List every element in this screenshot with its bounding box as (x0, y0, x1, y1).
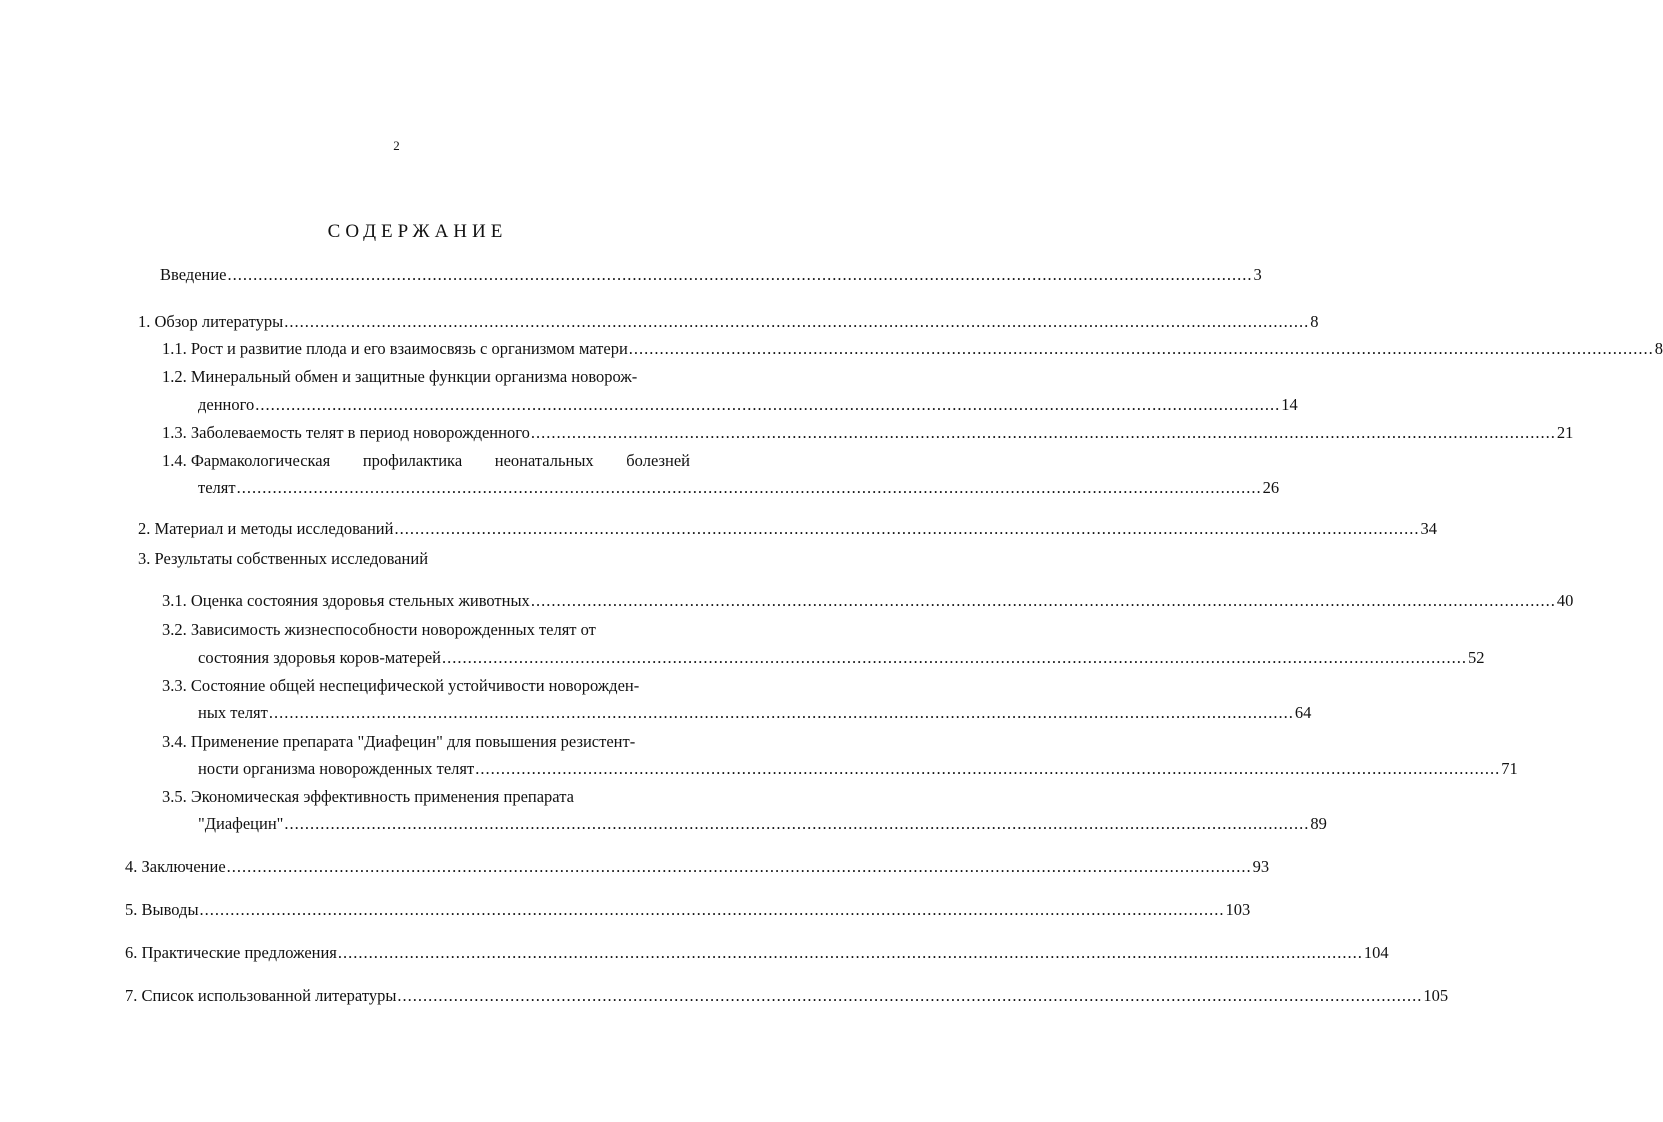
dot-leader: ........................................................................................................................................................................................................ (394, 519, 1420, 538)
toc-entry-page: 104 (1363, 943, 1389, 962)
toc-entry-label: 6. Практические предложения (125, 943, 337, 962)
toc-entry-label: ных телят (198, 703, 268, 722)
toc-entry-3-5 (198, 813, 1327, 835)
dot-leader: ........................................................................................................................................................................................................ (236, 478, 1262, 497)
dot-leader: ........................................................................................................................................................................................................ (441, 648, 1467, 667)
toc-entry-3-3-line1: 3.3. Состояние общей неспецифической устойчивости новорожден- (162, 676, 640, 695)
toc-entry-3-3 (198, 702, 1312, 724)
toc-word: 1.4. Фармакологическая (162, 451, 331, 470)
toc-entry-ch4 (125, 856, 1270, 878)
toc-entry-1-4 (198, 477, 1280, 499)
dot-leader: ........................................................................................................................................................................................................ (397, 986, 1423, 1005)
toc-entry-page: 3 (1253, 265, 1262, 284)
toc-entry-label: "Диафецин" (198, 814, 284, 833)
toc-entry-page: 26 (1262, 478, 1280, 497)
toc-entry-1-2-line1: 1.2. Минеральный обмен и защитные функции организма новорож- (162, 367, 638, 386)
page-title: СОДЕРЖАНИЕ (327, 221, 508, 242)
toc-entry-3-1 (162, 590, 1574, 612)
toc-entry-page: 52 (1467, 648, 1485, 667)
toc-entry-page: 103 (1225, 900, 1251, 919)
dot-leader: ........................................................................................................................................................................................................ (284, 814, 1310, 833)
toc-entry-label: 4. Заключение (125, 857, 226, 876)
toc-entry-3-2 (198, 647, 1485, 669)
toc-entry-1-3 (162, 422, 1574, 444)
toc-entry-page: 40 (1556, 591, 1574, 610)
toc-entry-label: 1. Обзор литературы (138, 312, 284, 331)
toc-entry-page: 8 (1654, 339, 1663, 358)
toc-entry-label: 7. Список использованной литературы (125, 986, 397, 1005)
toc-entry-label: денного (198, 395, 255, 414)
toc-entry-label: ности организма новорожденных телят (198, 759, 475, 778)
dot-leader: ........................................................................................................................................................................................................ (199, 900, 1225, 919)
toc-entry-label: 2. Материал и методы исследований (138, 519, 394, 538)
toc-entry-ch3: 3. Результаты собственных исследований (138, 549, 429, 568)
toc-entry-page: 89 (1310, 814, 1327, 833)
toc-entry-page: 14 (1281, 395, 1298, 414)
dot-leader: ........................................................................................................................................................................................................ (284, 312, 1310, 331)
toc-entry-page: 71 (1501, 759, 1518, 778)
toc-entry-label: 1.1. Рост и развитие плода и его взаимосвязь с организмом матери (162, 339, 628, 358)
toc-entry-ch7 (125, 985, 1449, 1007)
toc-word: болезней (626, 451, 690, 470)
toc-entry-1-1 (162, 338, 1663, 360)
toc-entry-3-5-line1: 3.5. Экономическая эффективность применения препарата (162, 787, 574, 806)
toc-entry-label: 1.3. Заболеваемость телят в период новорожденного (162, 423, 530, 442)
toc-entry-label: 5. Выводы (125, 900, 199, 919)
toc-word: неонатальных (494, 451, 594, 470)
toc-entry-1-4-line1 (162, 450, 690, 472)
toc-entry-page: 21 (1556, 423, 1574, 442)
dot-leader: ........................................................................................................................................................................................................ (268, 703, 1294, 722)
dot-leader: ........................................................................................................................................................................................................ (226, 857, 1252, 876)
dot-leader: ........................................................................................................................................................................................................ (530, 591, 1556, 610)
dot-leader: ........................................................................................................................................................................................................ (530, 423, 1556, 442)
toc-entry-3-4 (198, 758, 1518, 780)
toc-entry-label: телят (198, 478, 236, 497)
toc-entry-page: 8 (1310, 312, 1319, 331)
toc-entry-page: 34 (1420, 519, 1437, 538)
toc-entry-3-4-line1: 3.4. Применение препарата "Диафецин" для повышения резистент- (162, 732, 636, 751)
toc-entry-page: 93 (1252, 857, 1270, 876)
toc-entry-page: 105 (1423, 986, 1449, 1005)
toc-entry-page: 64 (1294, 703, 1312, 722)
dot-leader: ........................................................................................................................................................................................................ (475, 759, 1501, 778)
toc-entry-ch6 (125, 942, 1389, 964)
toc-word: профилактика (362, 451, 463, 470)
page-number: 2 (393, 138, 400, 153)
dot-leader: ........................................................................................................................................................................................................ (628, 339, 1654, 358)
toc-entry-ch5 (125, 899, 1251, 921)
toc-entry-intro (160, 264, 1262, 286)
toc-entry-label: 3.1. Оценка состояния здоровья стельных животных (162, 591, 530, 610)
dot-leader: ........................................................................................................................................................................................................ (255, 395, 1281, 414)
dot-leader: ........................................................................................................................................................................................................ (337, 943, 1363, 962)
toc-entry-label: Введение (160, 265, 227, 284)
toc-entry-1-2 (198, 394, 1298, 416)
dot-leader: ........................................................................................................................................................................................................ (227, 265, 1253, 284)
toc-entry-label: состояния здоровья коров-матерей (198, 648, 441, 667)
toc-entry-ch2 (138, 518, 1437, 540)
toc-entry-ch1 (138, 311, 1319, 333)
toc-entry-3-2-line1: 3.2. Зависимость жизнеспособности новорожденных телят от (162, 620, 596, 639)
